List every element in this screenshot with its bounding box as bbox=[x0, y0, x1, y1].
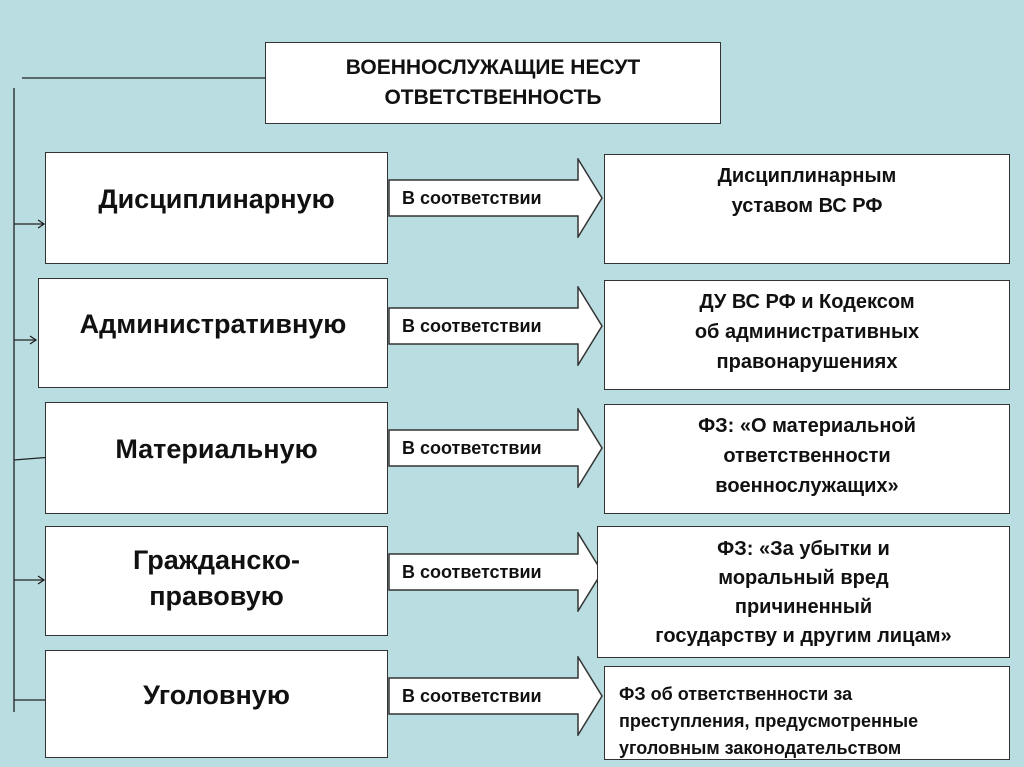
responsibility-material: Материальную bbox=[45, 402, 388, 514]
connector-label: В соответствии bbox=[402, 438, 542, 458]
connector-label: В соответствии bbox=[402, 562, 542, 582]
responsibility-civil: Гражданско- правовую bbox=[45, 526, 388, 636]
basis-disciplinary: Дисциплинарным уставом ВС РФ bbox=[604, 154, 1010, 264]
connector-label: В соответствии bbox=[402, 316, 542, 336]
basis-administrative: ДУ ВС РФ и Кодексом об административных правонарушениях bbox=[604, 280, 1010, 390]
responsibility-criminal: Уголовную bbox=[45, 650, 388, 758]
responsibility-administrative: Административную bbox=[38, 278, 388, 388]
connector-label: В соответствии bbox=[402, 686, 542, 706]
basis-civil: ФЗ: «За убытки и моральный вред причиненный государству и другим лицам» bbox=[597, 526, 1010, 658]
connector-label: В соответствии bbox=[402, 188, 542, 208]
responsibility-disciplinary: Дисциплинарную bbox=[45, 152, 388, 264]
basis-criminal: ФЗ об ответственности за преступления, предусмотренные уголовным законодательством bbox=[604, 666, 1010, 760]
basis-material: ФЗ: «О материальной ответственности военнослужащих» bbox=[604, 404, 1010, 514]
page-title: ВОЕННОСЛУЖАЩИЕ НЕСУТ ОТВЕТСТВЕННОСТЬ bbox=[265, 42, 721, 124]
